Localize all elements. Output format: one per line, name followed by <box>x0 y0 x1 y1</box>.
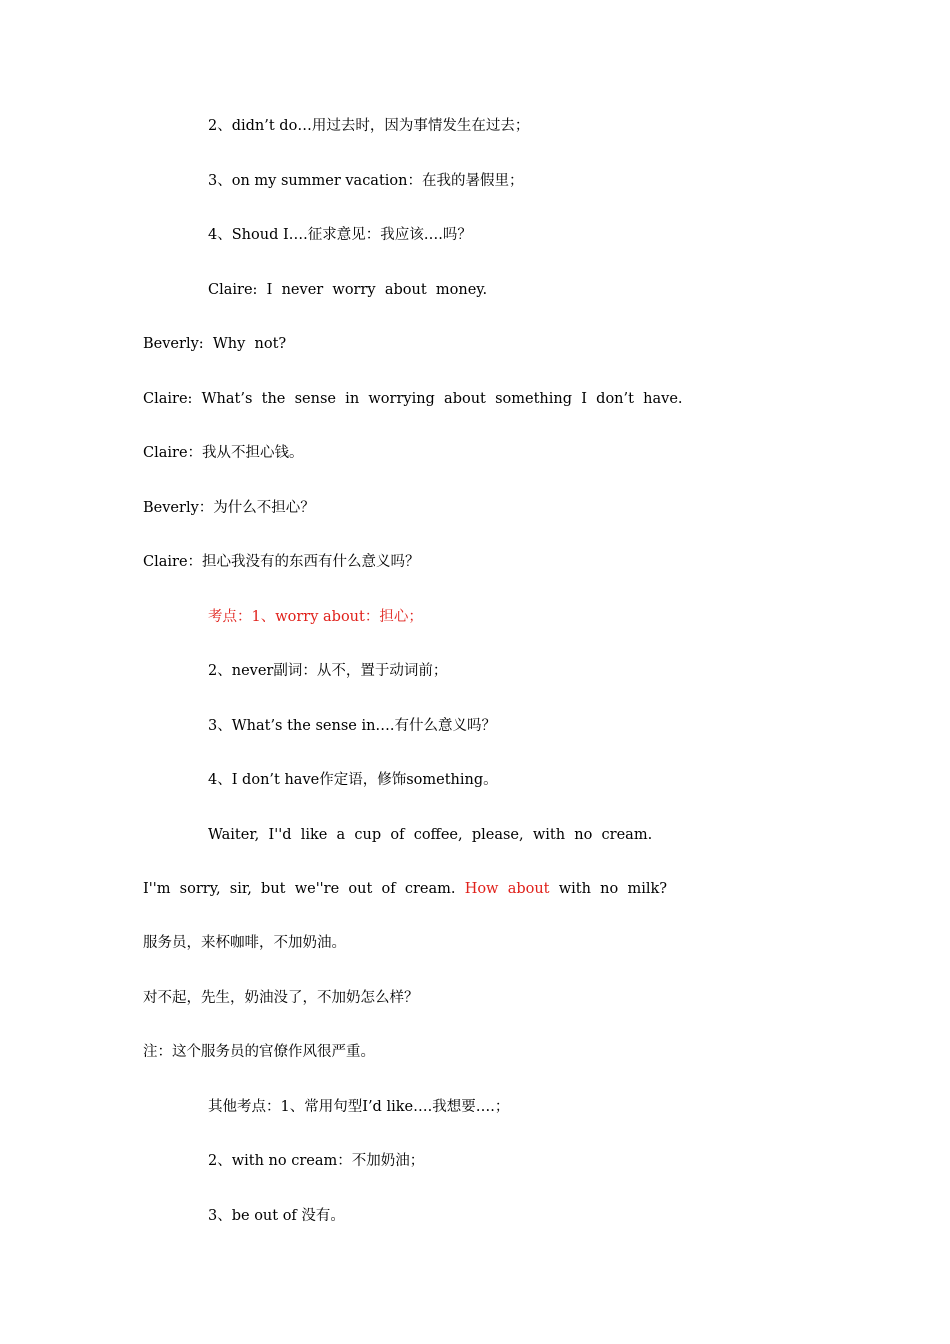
note-line-never: 2、never副词：从不，置于动词前； <box>208 663 448 679</box>
note-bureaucratic: 注：这个服务员的官僚作风很严重。 <box>143 1044 375 1060</box>
note-line-should-i: 4、Shoud I….征求意见：我应该….吗？ <box>208 227 472 243</box>
note-line-summer-vacation: 3、on my summer vacation：在我的暑假里； <box>208 173 524 189</box>
translation-waiter-reply: 对不起，先生，奶油没了，不加奶怎么样？ <box>143 990 419 1006</box>
dialogue-beverly-line: Beverly: Why not? <box>143 336 287 352</box>
how-about-highlight: How about <box>464 881 550 897</box>
other-key-points-line-3: 3、be out of 没有。 <box>208 1208 345 1224</box>
reply-text-before: I''m sorry, sir, but we''re out of cream. <box>143 881 465 897</box>
note-line-whats-the-sense: 3、What’s the sense in….有什么意义吗？ <box>208 718 497 734</box>
dialogue-waiter-line: Waiter, I''d like a cup of coffee, please, with no cream. <box>208 827 653 843</box>
note-line-i-dont-have: 4、I don’t have作定语，修饰something。 <box>208 772 498 788</box>
translation-claire-line-2: Claire：担心我没有的东西有什么意义吗？ <box>143 554 420 570</box>
reply-text-after: with no milk? <box>549 881 668 897</box>
dialogue-claire-line-1: Claire: I never worry about money. <box>208 282 488 298</box>
dialogue-waiter-reply <box>143 879 667 899</box>
translation-waiter-line: 服务员，来杯咖啡，不加奶油。 <box>143 935 346 951</box>
other-key-points-line-2: 2、with no cream：不加奶油； <box>208 1153 425 1169</box>
key-point-heading: 考点：1、worry about：担心； <box>208 609 423 625</box>
dialogue-claire-line-2: Claire: What’s the sense in worrying about something I don’t have. <box>143 391 683 407</box>
translation-claire-line-1: Claire：我从不担心钱。 <box>143 445 304 461</box>
translation-beverly-line: Beverly：为什么不担心？ <box>143 500 315 516</box>
other-key-points-line-1: 其他考点：1、常用句型I’d like….我想要….； <box>208 1099 510 1115</box>
note-line-didnt-do: 2、didn’t do…用过去时，因为事情发生在过去； <box>208 118 530 134</box>
